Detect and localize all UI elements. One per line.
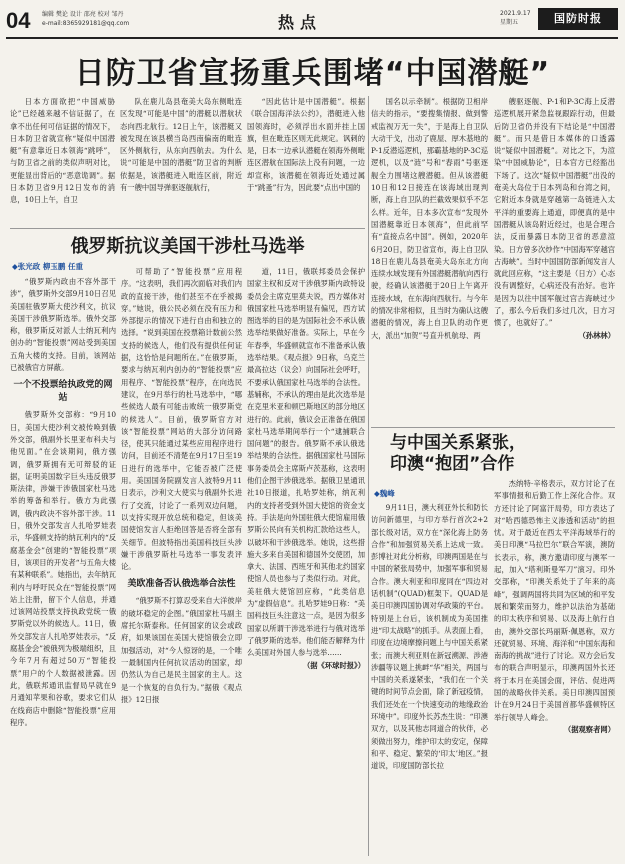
article3-headline-line-2: 印澳“抱团”合作: [390, 454, 515, 474]
article1-signoff: （孙林林）: [578, 330, 615, 340]
article3-text-1: 9月11日，澳大利亚外长和防长访问新德里，与印方举行首次2+2部长级对话，双方在“深化海上防务合作”和加强贸易关系上达成一致。彭博社对此分析称，印澳两国是在与中国的紧张局势中，加强军事和贸易合作。澳大利亚和印度同在“四边对话机制”(QUAD)框架下。QUAD是美日印澳四国协调对华政策的平台。特别是上台后，该机制成为美国推进“印太战略”的抓手。从表面上看，印度在边境摩擦问题上与中国关系紧张；而澳大利亚则在新冠溯源、涉港涉疆等议题上挑衅“华”相关，两国与中国的关系遂紧张，“我们在一个关键的时间节点会面，除了新冠疫情，我们还处在一个快速变动的地缘政治环境中”。印度外长苏杰生说：“印澳双方，以及其他志同道合的伙伴，必须做出努力，维护印太的安定，保障和平、稳定、繁荣的‘印太’地区。”报道说，印度国防部长拉: [371, 503, 488, 771]
article2-text-1b: 俄罗斯外交部称：“9月10日，美国大使沙利文被传唤到俄外交部，俄副外长里亚布科夫与他见面。”在会谈期间，俄方强调，俄罗斯拥有无可辩驳的证据，证明美国数字巨头违反俄罗斯法律，涉嫌干涉俄国家杜马选举的筹备和举行。俄方为此强调，俄内政决不容外部干涉。11日，俄外交部发言人扎哈罗娃表示，华盛顿支持的纳瓦利内的“反腐基金会”创建的“智能投票”项目，该项目的开发者“与五角大楼有某种联系”。她指出，去年纳瓦利内与呼吁民众在“智能投票”网站上注册，留下个人信息，并通过该网站投票支持执政党统一俄罗斯党以外的候选人。11日，俄外交部发言人扎哈罗娃表示，“反腐基金会”被俄列为极端组织，且今年7月有超过50万“智能投票”用户的个人数据被泄露。因此，俄联邦通讯监督局早就在9月通知苹果和谷歌，要求它们从在线商店中删除“智能投票”应用程序。: [10, 410, 116, 727]
article2-text-2: 可帮助了“智能投票”应用程序。“这表明，我们再次面临对我们内政的直接干涉，他们甚至不在乎被揭穿。”她说，俄公民必须在没有压力和外部提示的情况下进行自由和独立的选择。“说到美国在投票箱计数前公然支持的候选人，他们没有提供任何证据，这恰恰是问题所在。”在俄罗斯，要求与纳瓦利内创办的“智能投票”应用程序、“智能投票”程序，在向选民建议，在9月举行的杜马选举中，“哪些候选人最有可能击败统一俄罗斯党的候选人”。目前，俄罗斯官方对该“智能投票”网站的大部分访问路径，使其只能通过某些应用程序进行访问，目前还不清楚在9月17日至19日进行的选举中，它能否被广泛使用。美国国务院副发言人波特9月11日表示，沙利文大使实与俄副外长进行了交流，讨论了一系列双边问题，以支持实现开放总统和稳定，但该美国使馆发言人拒绝回答是否将全部有关细节。但波特指出美国科技巨头涉嫌干涉俄罗斯杜马选举一事发表评论。: [121, 267, 242, 572]
article2-subheading-1: 一个不投票给执政党的网站: [13, 380, 113, 404]
article2-column-1: [10, 276, 116, 856]
article1-text-1: 日本方面欲把“中国威胁论”已经越来越不信证据了，在拿不出任何可信证据的情况下，日本防卫省就宣称“疑似中国潜艇”有意靠近日本领海“跳呼”，与防卫省之前的类似声明对比，更能显出背后的“恶意诡调”。据日本防卫省9月12日发布的消息，10日上午，自卫: [10, 97, 115, 205]
article3-column-1: [371, 502, 488, 856]
article-divider: [10, 228, 365, 229]
email-line: e-mail:8365929181@qq.com: [42, 20, 130, 27]
section-title: 热点: [278, 13, 323, 32]
article2-signoff: （据《环球时报》）: [302, 660, 365, 670]
article3-text-2: 杰纳特·辛格表示，双方讨论了在军事情报和后勤工作上深化合作。双方还讨论了阿富汗局势，印方表达了对“哈西德恐怖主义渗透和活动”的担忧。对于最近在西太平洋海域举行的美日印澳“马拉巴尔”联合军演，澳防长表示，称，澳方邀请印度与澳军一起，加入“塔利斯曼军刀”演习。印外交部称，“印澳关系处于了年来的高峰”，强调两国将共同为区域的和平发展和繁荣而努力，维护以法治为基础的印太秩序和贸易、以及海上航行自由，澳外交部长玛丽斯·佩恩称，双方还就贸易、环境、海洋和“中国东海和南海的挑战”进行了讨论。双方会后发布的联合声明显示，印澳两国外长还将于本月在美国会面，评估、促进两国的战略伙伴关系。美日印澳四国预计在9月24日于美国首都华盛顿特区举行领导人峰会。: [494, 479, 615, 722]
issue-date: [500, 9, 531, 27]
article3-byline: ◆魏峰: [374, 489, 395, 498]
article-divider-right: [371, 427, 615, 428]
article1-column-2: [120, 96, 242, 226]
article2-text-2b: “俄罗斯不打算忍受来自大洋彼岸的破坏稳定的企图。”俄国家杜马副主席托尔斯泰称。任何国家的议会或政府，如果该国在美国大使馆俄会立即加强活动，对“今人惊讶的是，一个唯一最制国内任何抗议活动的国家，却仍然认为自己是民主国家的主人。这是一个恢复的自负行为。”据俄《观点报》12日报: [121, 596, 242, 704]
article2-subheading-2: 美欧准备否认俄选举合法性: [127, 579, 236, 590]
article3-signoff: （据观察者网）: [563, 724, 615, 734]
article1-text-3: “因此估计是中国潜艇”。根据《联合国海洋法公约》，潜艇进入他国领海时，必须浮出水面并挂上国旗，但在毗连区则无此规定。讽刺的是，日本一边承认潜艇在领海外侧毗连区潜航在国际法上没有问题，一边却宣称，该潜艇在领海近处通过属于“跳蚤”行为，因此要“点出中国的: [247, 97, 365, 193]
article3-headline-line-1: 与中国关系紧张，: [390, 433, 526, 453]
article1-column-1: [10, 96, 115, 226]
page-number: 04: [6, 8, 31, 33]
article2-byline: ◆张光政 柳玉鹏 任重: [12, 262, 83, 271]
article1-text-4: 国名以示牵制”。根据防卫相岸信夫的指示，“要搜集情报、做到警戒监视万无一失”，于是海上自卫队大动干戈，出动了鹿屋、厚木基地的P-1反潜巡逻机，那霸基地的P-3C巡逻机，以及“涟”号和“春雨”号驱逐舰全力围堵这艘潜艇。但从该潜艇10日和12日接连在该海域出现判断，海上自卫队的拦截效果似乎不怎么样。近年，日本多次宣布“发现外国潜艇靠近日本领海”，但此前罕有“直接点名中国”。例如，2020年6月20日，防卫省宣布，海上自卫队18日在鹿儿岛县奄美大岛东北方向连续水域发现有外国潜艇潜航向西行驶，经确认该潜艇于20日上午离开连接水域，在东海向西航行。与今年的情况非常相似，且当时为确认这艘潜艇的情况，海上自卫队的动作更大，派出“加贺”号直升机航母、两: [371, 97, 488, 340]
date-line: 2021.9.17: [500, 10, 531, 17]
article2-column-3: [247, 266, 365, 856]
editors-line: 编辑 樊论 设计 邵亮 校对 邹丹: [42, 11, 124, 18]
article2-text-1a: “俄罗斯内政由不容外部干涉”，俄罗斯外交部9月10日召见美国驻俄罗斯大使沙利文，抗议美国干涉俄罗斯选举。俄外交部称，俄罗斯反对派人士纳瓦利内创办的“智能投票”网站受到美国五角大楼的支持。目前，该网站已被俄官方屏蔽。: [10, 277, 116, 373]
article2-text-3: 道，11日，俄联邦委员会保护国家主权和反对干涉俄罗斯内政特设委员会主席克里莫夫说，西方媒体对俄国家杜马选举明显有偏见，西方试图选举的目的是为国际社会不承认俄选举结果做好准备。实际上，早在今年春季，华盛顿就宣布不准备承认俄选举结果。《观点报》9日称，乌克兰最高拉达（议会）向国际社会呼吁，不要承认俄国家杜马选举的合法性。基辅称，不承认的理由是此次选举是在克里米亚和顿巴斯地区的部分地区进行的。此前，俄议会正准备在俄国家杜马选举期间举行一个“逮捕联合国问题”的报告。俄罗斯不承认俄选举结果的合法性。据俄国家杜马国际事务委员会主席斯卢茨基称，这表明他们企图干涉俄选举。据俄卫星通讯社10日报道，扎哈罗娃称，纳瓦利内的支持者受到外国大使馆的资金支持。手法是向外国驻俄大使馆雇用俄罗斯公民向有关机构汇款给这些人，以破坏和干涉俄选举。她说，这些措施大多来自美国和德国外交使团，加拿大、法国、西班牙和其他北约国家使馆人员也参与了类似行动。对此，美驻俄大使馆回应称，“此类信息为”虚假信息”。扎哈罗娃9日称：“美国科技巨头注意这一点，是因为很多国家以所谓干涉选举进行与俄对选举了俄罗斯的选举。他们能否解释为什么美国对外国人参与选举……: [247, 267, 365, 658]
article1-text-2: 队在鹿儿岛县奄美大岛东侧毗连区发现“可能是中国”的潜艇以潜航状态向西北航行。12日上午，该潜艇又被发现在该县横当岛西南偏南的毗连区外侧航行，从东向西航去。为什么说“可能是中国的潜艇”防卫省的判断依据是，该潜艇进入毗连区前，附近有一艘中国导弹驱逐舰航行，: [120, 97, 242, 193]
header-rule: [6, 37, 618, 39]
main-headline: 日防卫省宣扬重兵围堵“中国潜艇”: [74, 56, 551, 91]
weekday-line: 星期五: [500, 19, 519, 26]
article2-headline: 俄罗斯抗议美国干涉杜马选举: [70, 236, 305, 257]
article1-column-5: [494, 96, 615, 424]
article1-text-5: 艘驱逐舰、P-1和P-3C海上反潜巡逻机展开紧急监视跟踪行动，但最后防卫省仍并没有下结论是“中国潜艇”。而只是借日本媒体的口透露说“疑似中国潜艇”。对比之下，为渲染“中国威胁论”，日本官方已经豁出下场了。这次“疑似中国潜艇”出没的奄美大岛位于日本列岛和台湾之间，它附近本身就是穿越第一岛链进入太平洋的重要海上通道，即便真的是中国潜艇从该岛附近经过，也是合理合法，反而暴露日本防卫省的恶意渲染。日方曾多次炒作“中国海军穿越宫古海峡”。当时中国国防部新闻发言人就此回应称，“这主要是（日方）心态没有调整好，心病还没有治好。也许是因为以往中国军舰过宫古海峡过少了，那么今后我们多过几次，日方习惯了，也就好了。”: [494, 97, 615, 328]
newspaper-logo: 国防时报: [538, 8, 618, 30]
article1-column-4: [371, 96, 488, 424]
article2-column-2: [121, 266, 242, 856]
article3-headline: [390, 433, 610, 475]
article3-column-2: [494, 478, 615, 856]
header-credits: [42, 10, 129, 28]
column-divider: [368, 96, 369, 856]
article1-column-3: [247, 96, 365, 226]
